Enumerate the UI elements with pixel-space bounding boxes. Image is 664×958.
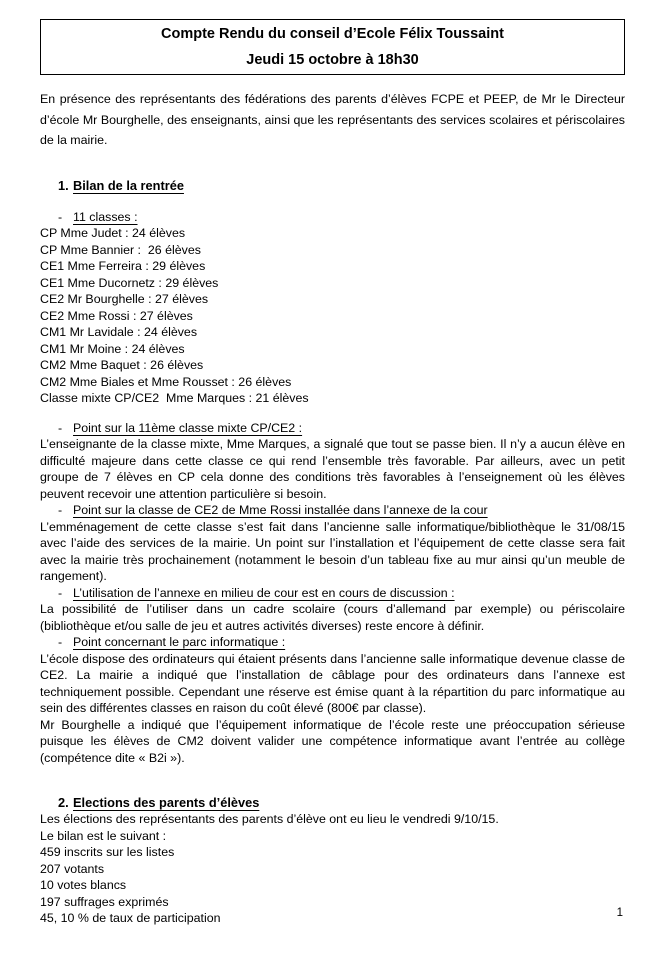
document-title: Compte Rendu du conseil d’Ecole Félix Toussaint [161, 26, 504, 42]
election-line: 197 suffrages exprimés [40, 894, 169, 909]
bullet-point-2-label: Point sur la classe de CE2 de Mme Rossi installée dans l’annexe de la cour [73, 503, 488, 517]
class-row: CM2 Mme Biales et Mme Rousset : 26 élèves [40, 374, 292, 389]
class-row: CM1 Mr Moine : 24 élèves [40, 341, 185, 356]
dash-marker: - [58, 635, 63, 649]
paragraph: L’enseignante de la classe mixte, Mme Marques, a signalé que tout se passe bien. Il n’y a aucun élève en difficulté majeure dans cette classe ce qui rend l’ensemble très favorable. Par ailleurs, avec un petit groupe de 7 élèves en CP cela donne des conditions très favorables à l’enseignement où les élèves peuvent recevoir une attention particulière si besoin. [40, 437, 625, 501]
class-row: Classe mixte CP/CE2 Mme Marques : 21 élèves [40, 391, 309, 405]
election-line: Les élections des représentants des parents d’élève ont eu lieu le vendredi 9/10/15. [40, 812, 499, 826]
election-line: 207 votants [40, 861, 105, 876]
paragraph: Mr Bourghelle a indiqué que l’équipement informatique de l’école reste une préoccupation sérieuse puisque les élèves de CM2 doivent valider une compétence informatique avant l’entrée au collège (compétence dite « B2i »). [40, 717, 625, 765]
bullet-point-4-label: Point concernant le parc informatique : [73, 635, 286, 649]
class-row: CE1 Mme Ducornetz : 29 élèves [40, 275, 219, 290]
bullet-point-4 [40, 634, 625, 651]
class-row: CE2 Mr Bourghelle : 27 élèves [40, 292, 209, 306]
paragraph: L’emménagement de cette classe s’est fait dans l’ancienne salle informatique/bibliothèque le 31/08/15 avec l’aide des services de la mairie. Un point sur l’installation et l’équipement de cette classe sera fait avec la mairie très prochainement (notamment le besoin d’un tableau fixe au mur ainsi qu’un meuble de rangement). [40, 519, 625, 583]
election-results [40, 811, 625, 927]
paragraph: L’école dispose des ordinateurs qui étaient présents dans l’ancienne salle informatique devenue classe de CE2. La mairie a indiqué que l’installation de câblage pour des ordinateurs dans l’annexe est techniquement possible. Cependant une réserve est émise quant à la répartition du parc informatique au sein des différentes classes en raison du coût élevé (800€ par classe). [40, 651, 625, 715]
dash-marker: - [58, 585, 63, 600]
class-row: CM2 Mme Baquet : 26 élèves [40, 358, 204, 372]
bullet-point-3-label: L’utilisation de l’annexe en milieu de cour est en cours de discussion : [73, 585, 455, 600]
section-2-title: Elections des parents d’élèves [73, 795, 260, 810]
section-2-number: 2. [58, 795, 69, 810]
bullet-point-1-label: Point sur la 11ème classe mixte CP/CE2 : [73, 420, 303, 435]
dash-marker: - [58, 209, 63, 224]
section-1-number: 1. [58, 177, 69, 193]
bullet-point-2 [40, 502, 625, 519]
bullet-classes [40, 209, 625, 226]
bullet-point-3 [40, 585, 625, 602]
election-line: 45, 10 % de taux de participation [40, 911, 221, 925]
section-1-heading [40, 177, 625, 194]
class-row: CE2 Mme Rossi : 27 élèves [40, 308, 193, 323]
class-row: CP Mme Judet : 24 élèves [40, 226, 186, 240]
intro-paragraph: En présence des représentants des fédérations des parents d’élèves FCPE et PEEP, de Mr le Directeur d’école Mr Bourghelle, des enseignants, ainsi que les représentants des services scolaires et périscolaires de la mairie. [40, 92, 625, 147]
document-date: Jeudi 15 octobre à 18h30 [246, 52, 419, 68]
section-2-heading [40, 794, 625, 811]
title-box [40, 19, 625, 75]
class-row: CM1 Mr Lavidale : 24 élèves [40, 325, 198, 339]
section-1-title: Bilan de la rentrée [73, 177, 184, 193]
bullet-classes-label: 11 classes : [73, 209, 138, 224]
class-list [40, 225, 625, 407]
page-number: 1 [616, 907, 623, 919]
bullet-point-1 [40, 420, 625, 437]
dash-marker: - [58, 503, 63, 517]
paragraph: La possibilité de l’utiliser dans un cadre scolaire (cours d’allemand par exemple) ou périscolaire (bibliothèque et/ou salle de jeu et autres activités diverses) reste encore à définir. [40, 602, 625, 633]
election-line: 10 votes blancs [40, 878, 127, 892]
dash-marker: - [58, 420, 63, 435]
election-line: 459 inscrits sur les listes [40, 845, 175, 859]
class-row: CP Mme Bannier : 26 élèves [40, 242, 201, 257]
class-row: CE1 Mme Ferreira : 29 élèves [40, 259, 206, 273]
election-line: Le bilan est le suivant : [40, 828, 167, 843]
